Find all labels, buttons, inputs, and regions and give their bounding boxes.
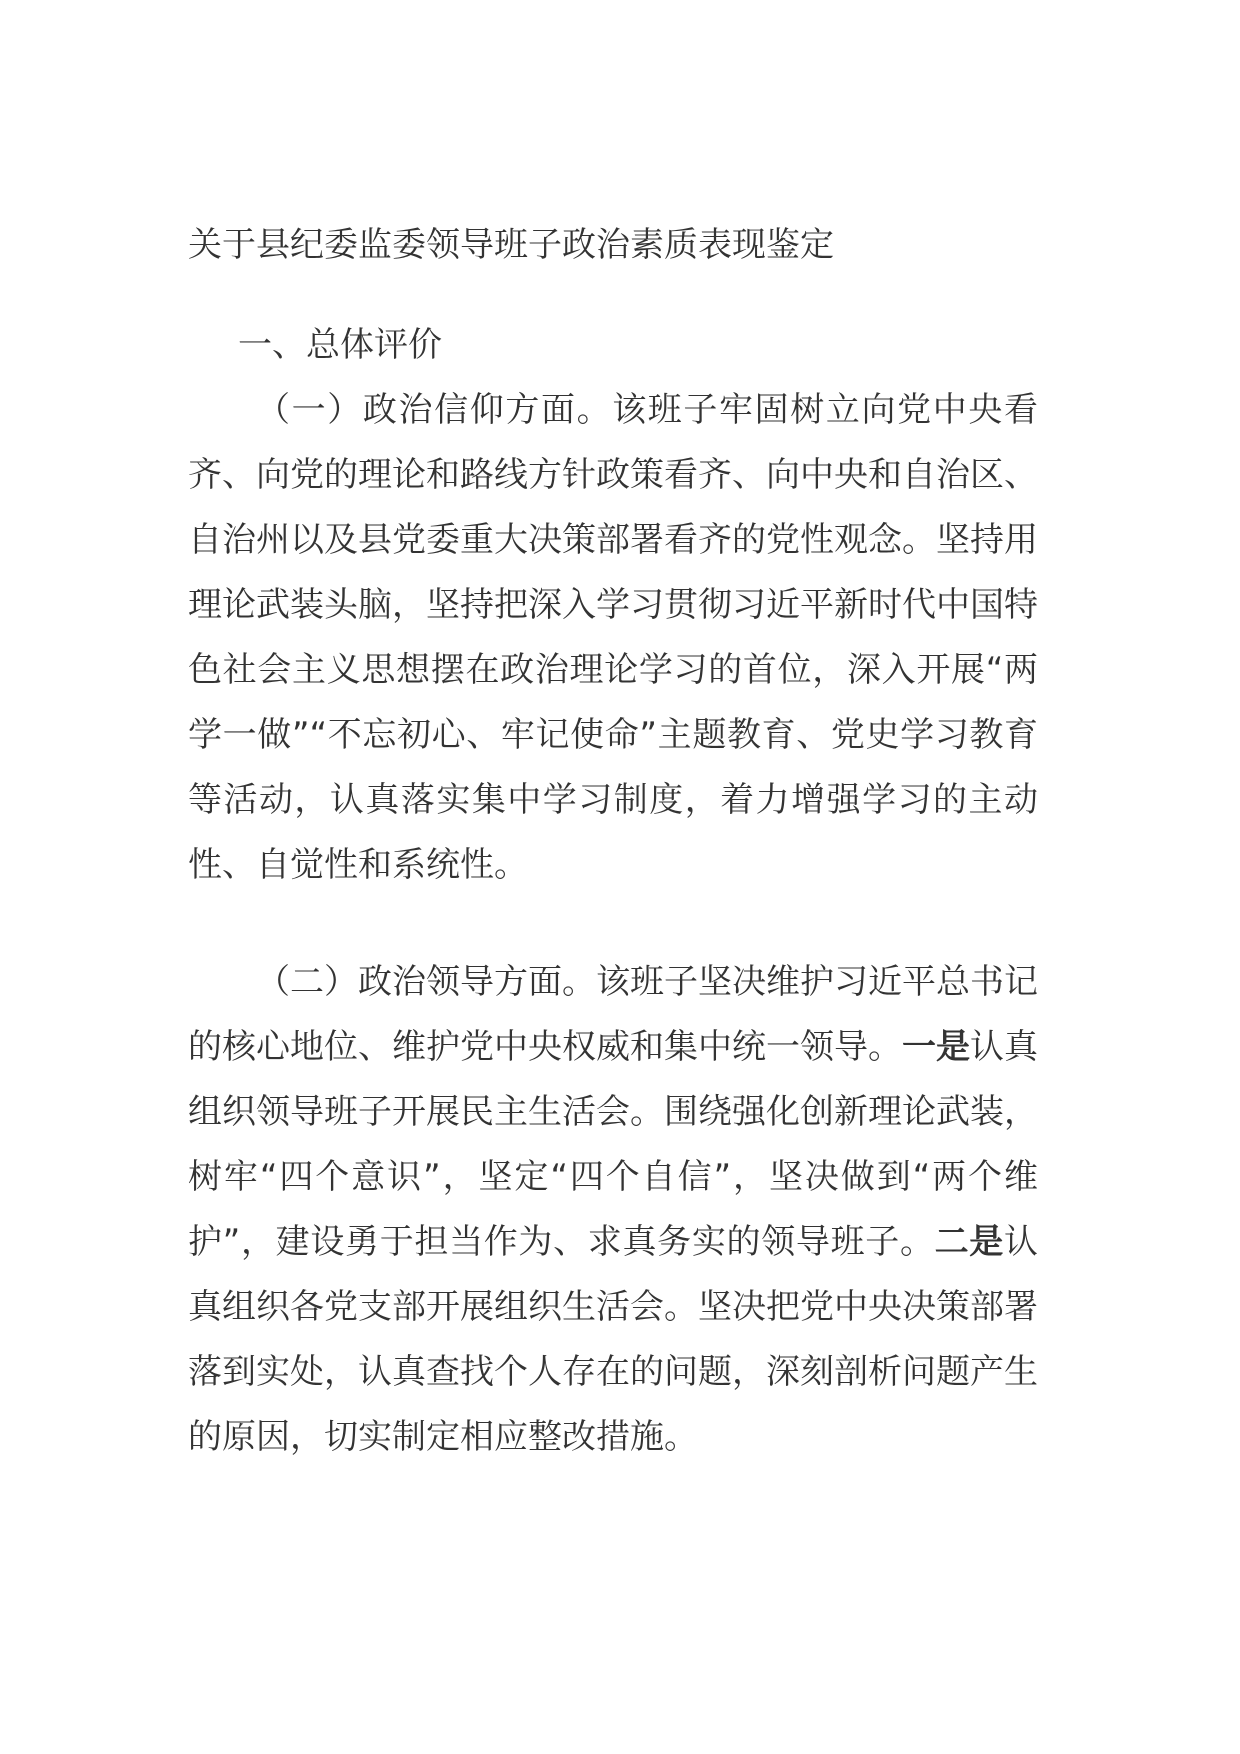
paragraph-text-part2: 认真组织领导班子开展民主生活会。围绕强化创新理论武装，树牢“四个意识”，坚定“四个自信”，坚决做到“两个维护”，建设勇于担当作为、求真务实的领导班子。: [188, 1027, 1038, 1262]
emphasis-first: 一是: [902, 1027, 970, 1067]
paragraph-political-leadership: [188, 950, 1038, 1470]
paragraph-text-part1: （二）政治领导方面。该班子坚决维护习近平总书记的核心地位、维护党中央权威和集中统一领导。: [188, 962, 1038, 1067]
emphasis-second: 二是: [934, 1222, 1004, 1262]
document-title: 关于县纪委监委领导班子政治素质表现鉴定: [188, 225, 834, 265]
section-heading: 一、总体评价: [238, 325, 442, 365]
paragraph-text: （一）政治信仰方面。该班子牢固树立向党中央看齐、向党的理论和路线方针政策看齐、向中央和自治区、自治州以及县党委重大决策部署看齐的党性观念。坚持用理论武装头脑，坚持把深入学习贯彻习近平新时代中国特色社会主义思想摆在政治理论学习的首位，深入开展“两学一做”“不忘初心、牢记使命”主题教育、党史学习教育等活动，认真落实集中学习制度，着力增强学习的主动性、自觉性和系统性。: [188, 390, 1038, 885]
paragraph-political-belief: [188, 378, 1038, 898]
paragraph-text-part3: 认真组织各党支部开展组织生活会。坚决把党中央决策部署落到实处，认真查找个人存在的问题，深刻剖析问题产生的原因，切实制定相应整改措施。: [188, 1222, 1038, 1457]
